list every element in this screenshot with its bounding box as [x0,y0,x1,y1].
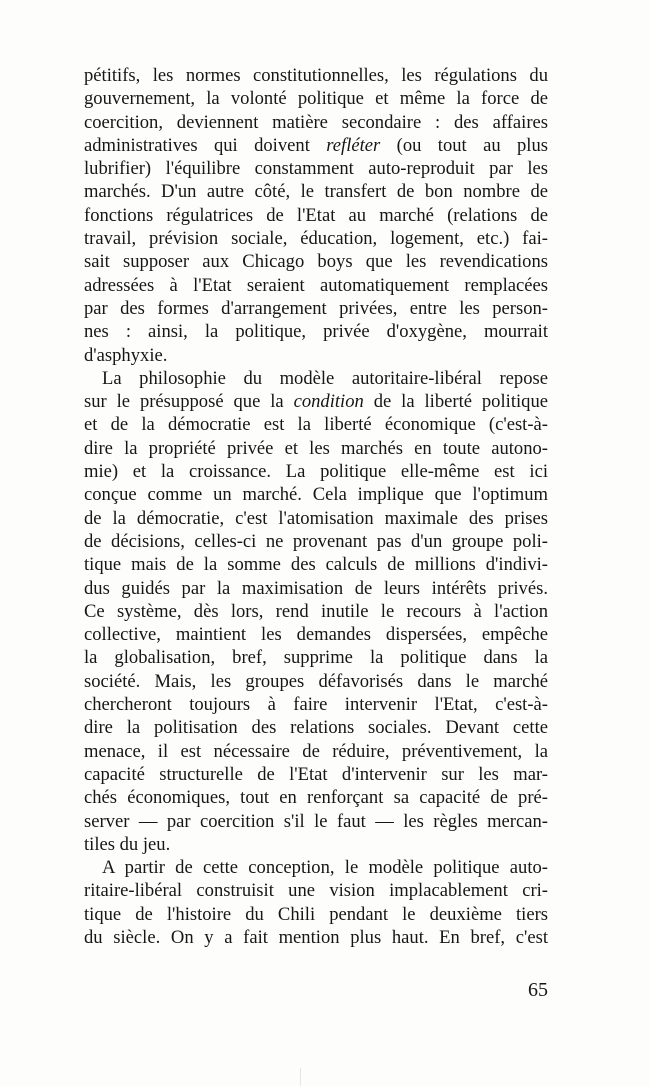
text-line: capacité structurelle de l'Etat d'intervenir sur les mar- [84,763,548,785]
text-line: chercheront toujours à faire intervenir l'Etat, c'est-à- [84,694,548,716]
text-line: société. Mais, les groupes défavorisés dans le marché [84,670,548,692]
text-line: de décisions, celles-ci ne provenant pas d'un groupe poli- [84,530,548,552]
body-text [84,64,548,949]
text-line [84,390,548,413]
page-number: 65 [528,979,548,1001]
text-line: server — par coercition s'il le faut — les règles mercan- [84,810,548,832]
text-line: travail, prévision sociale, éducation, logement, etc.) fai- [84,228,548,250]
text-line: dus guidés par la maximisation de leurs intérêts privés. [84,577,548,599]
text-line: chés économiques, tout en renforçant sa capacité de pré- [84,787,548,809]
text-line: ritaire-libéral construisit une vision implacablement cri- [84,880,548,902]
text-segment: sur le présupposé que la [84,391,294,413]
text-line: coercition, deviennent matière secondaire : des affaires [84,111,548,133]
text-line: tique de l'histoire du Chili pendant le deuxième tiers [84,903,548,925]
text-line [84,134,548,157]
text-line: tiles du jeu. [84,833,171,855]
text-line: marchés. D'un autre côté, le transfert de bon nombre de [84,181,548,203]
text-segment: administratives qui doivent [84,134,327,156]
text-line: menace, il est nécessaire de réduire, préventivement, la [84,740,548,762]
emphasized-word: condition [293,391,364,413]
text-line: Ce système, dès lors, rend inutile le recours à l'action [84,600,548,622]
text-line: adressées à l'Etat seraient automatiquement remplacées [84,274,548,296]
text-line: fonctions régulatrices de l'Etat au marché (relations de [84,204,548,226]
text-line: La philosophie du modèle autoritaire-libéral repose [102,367,548,389]
scan-artifact [300,1068,301,1086]
text-line: lubrifier) l'équilibre constamment auto-reproduit par les [84,158,548,180]
text-line: A partir de cette conception, le modèle politique auto- [102,857,548,879]
text-line: dire la politisation des relations sociales. Devant cette [84,717,548,739]
text-line: pétitifs, les normes constitutionnelles, les régulations du [84,65,548,86]
text-line: d'asphyxie. [84,344,168,366]
text-line: sait supposer aux Chicago boys que les revendications [84,251,548,273]
text-line: de la démocratie, c'est l'atomisation maximale des prises [84,507,548,529]
text-line: la globalisation, bref, supprime la politique dans la [84,647,548,669]
text-line: collective, maintient les demandes dispersées, empêche [84,624,548,646]
text-line: du siècle. On y a fait mention plus haut. En bref, c'est [84,926,548,948]
text-line: mie) et la croissance. La politique elle-même est ici [84,461,548,483]
text-segment: (ou tout au plus [380,134,548,156]
text-line: par des formes d'arrangement privées, entre les person- [84,297,548,319]
text-line: gouvernement, la volonté politique et même la force de [84,88,548,110]
text-line: tique mais de la somme des calculs de millions d'indivi- [84,554,548,576]
text-line: et de la démocratie est la liberté économique (c'est-à- [84,414,548,436]
text-line: conçue comme un marché. Cela implique que l'optimum [84,484,548,506]
emphasized-word: refléter [326,134,381,156]
text-segment: de la liberté politique [363,391,548,413]
text-line: dire la propriété privée et les marchés en toute autono- [84,437,548,459]
text-line: nes : ainsi, la politique, privée d'oxygène, mourrait [84,321,548,343]
